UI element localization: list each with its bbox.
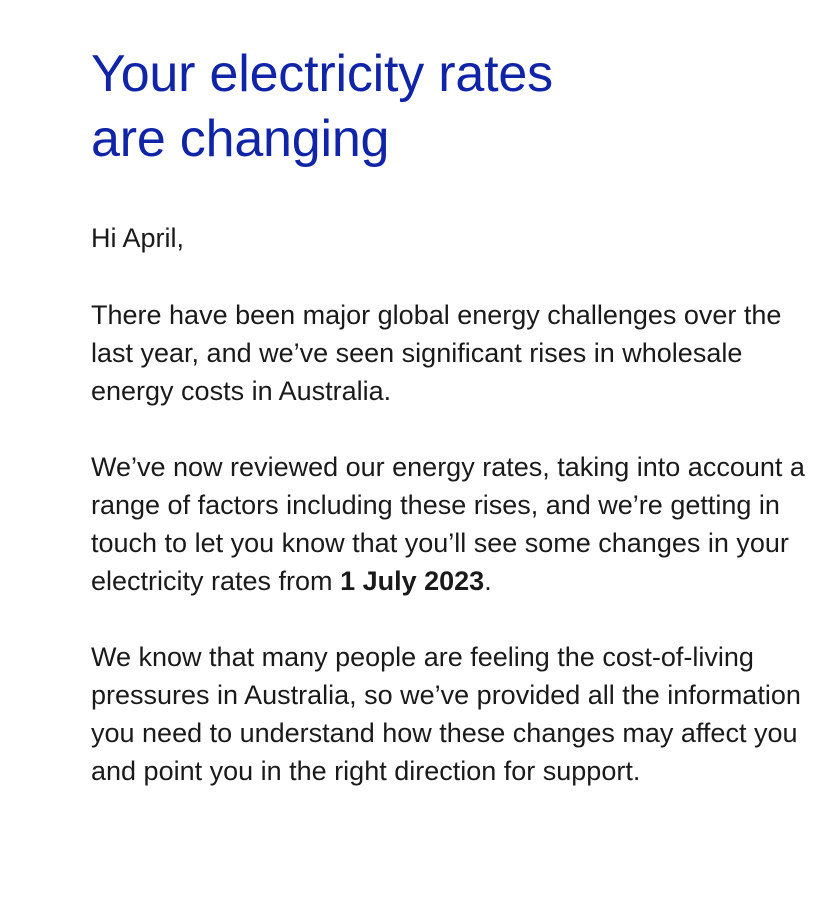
- rate-review-text: We’ve now reviewed our energy rates, taking into account a range of factors including these rises, and we’re getting in touch to let you know that you’ll see some changes in your electricity rates from: [91, 452, 805, 596]
- paragraph-energy-challenges: There have been major global energy challenges over the last year, and we’ve seen significant rises in wholesale energy costs in Australia.: [91, 300, 782, 406]
- rate-review-end: .: [484, 566, 492, 596]
- email-body: [91, 42, 811, 790]
- paragraph-support-info: We know that many people are feeling the cost-of-living pressures in Australia, so we’ve provided all the information you need to understand how these changes may affect you and point you in the right direction for support.: [91, 642, 801, 786]
- headline-line-1: Your electricity rates: [91, 45, 553, 103]
- paragraph-rate-review: [91, 448, 811, 600]
- effective-date: 1 July 2023: [340, 566, 485, 596]
- email-headline: [91, 42, 811, 172]
- headline-line-2: are changing: [91, 110, 390, 168]
- greeting: Hi April,: [91, 223, 185, 253]
